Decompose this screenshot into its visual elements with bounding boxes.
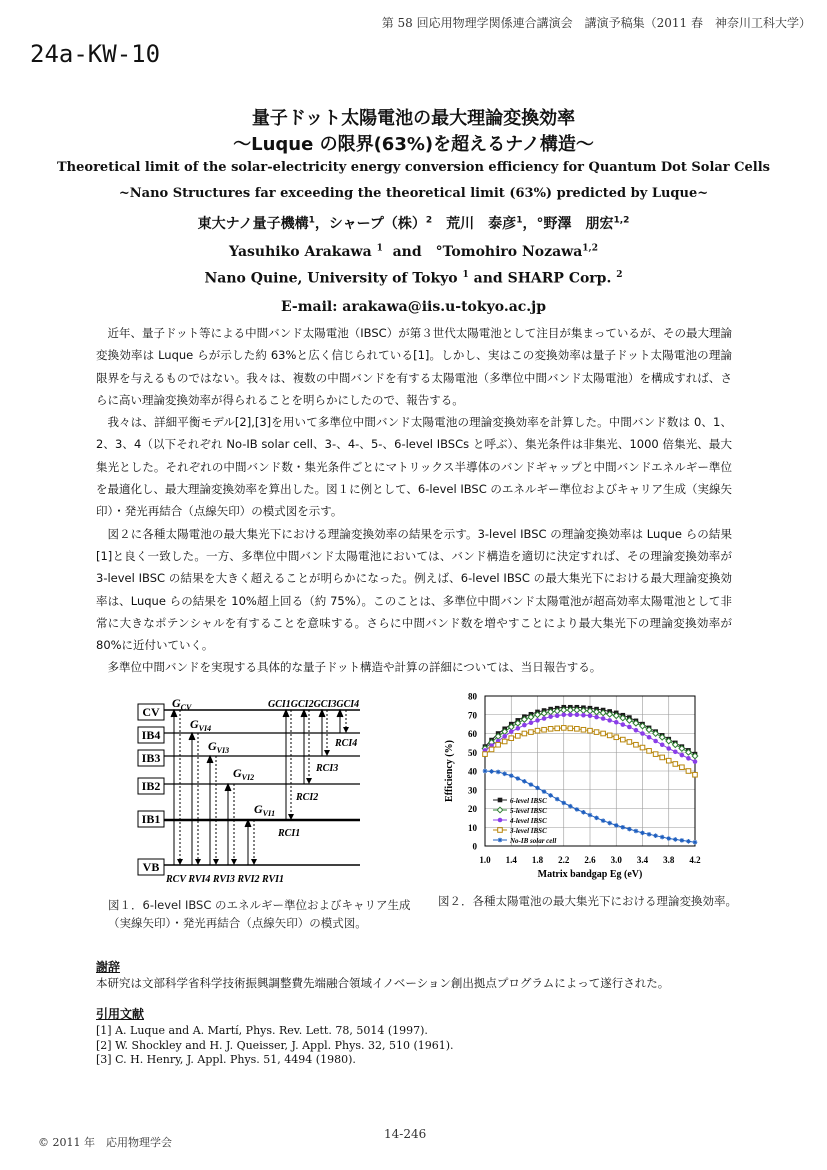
legend-label: 4-level IBSC — [510, 817, 547, 825]
reference-item: [3] C. H. Henry, J. Appl. Phys. 51, 4494 (1980). — [96, 1053, 356, 1066]
data-point — [640, 831, 645, 836]
data-point — [673, 837, 678, 842]
chart-ticks — [468, 692, 701, 866]
data-point — [581, 727, 586, 732]
data-point — [666, 746, 671, 751]
data-point — [522, 723, 527, 728]
paragraph-outlook: 多準位中間バンドを実現する具体的な量子ドット構造や計算の詳細については、当日報告する。 — [107, 660, 602, 675]
data-point — [614, 720, 619, 725]
data-point — [496, 742, 501, 747]
level-ib1: IB1 — [141, 812, 161, 826]
label-r-ci4: RCI4 — [335, 738, 358, 749]
data-point — [680, 838, 685, 843]
data-point — [489, 769, 494, 774]
data-point — [653, 833, 658, 838]
data-point — [647, 832, 652, 837]
chart-ylabel: Efficiency (%) — [444, 740, 455, 802]
data-point — [693, 759, 698, 764]
x-tick-label: 2.6 — [584, 855, 596, 865]
data-point — [594, 730, 599, 735]
data-point — [496, 770, 501, 775]
data-point — [498, 838, 503, 843]
data-point — [542, 727, 547, 732]
data-point — [686, 769, 691, 774]
data-point — [516, 726, 521, 731]
data-point — [607, 718, 612, 723]
references-list — [96, 1024, 454, 1068]
data-point — [607, 733, 612, 738]
data-point — [634, 829, 639, 834]
data-point — [502, 739, 507, 744]
data-point — [693, 772, 698, 777]
data-point — [498, 828, 503, 833]
x-tick-label: 3.8 — [663, 855, 675, 865]
abstract-body — [96, 322, 732, 679]
data-point — [522, 779, 527, 784]
data-point — [509, 736, 514, 741]
data-point — [502, 734, 507, 739]
label-g-ci: GCI1GCI2GCI3GCI4 — [268, 699, 360, 710]
y-tick-label: 10 — [468, 822, 477, 833]
chart-xlabel: Matrix bandgap Eg (eV) — [537, 869, 643, 880]
conference-header: 第 58 回応用物理学関係連合講演会 講演予稿集（2011 春 神奈川工科大学） — [381, 16, 811, 30]
label-g-vi2: $G_{VI2}$ — [233, 766, 255, 782]
y-tick-label: 40 — [468, 766, 477, 777]
data-point — [673, 749, 678, 754]
paragraph-intro: 近年、量子ドット等による中間バンド太陽電池（IBSC）が第３世代太陽電池として注目が集まっているが、その最大理論変換効率は Luque らが示した約 63%と広く信じられている[1]。しかし、実はこの変換効率は量子ドット太陽電池の理論限界を与えるものではない。我々は、複数の中間バンドを有する太陽電池（多準位中間バンド太陽電池）を構成すれば、さらに高い理論変換効率が得られることを明らかにしたので、報告する。 — [96, 326, 732, 407]
legend-label: 5-level IBSC — [510, 807, 547, 815]
data-point — [555, 726, 560, 731]
data-point — [497, 807, 503, 813]
level-cv: CV — [142, 705, 160, 719]
y-tick-label: 50 — [468, 747, 477, 758]
data-point — [601, 716, 606, 721]
data-point — [581, 713, 586, 718]
x-tick-label: 1.0 — [479, 855, 491, 865]
x-tick-label: 1.8 — [531, 855, 544, 865]
label-r-ci3: RCI3 — [316, 763, 339, 774]
data-point — [502, 772, 507, 777]
y-tick-label: 30 — [468, 785, 477, 796]
data-point — [634, 728, 639, 733]
data-point — [498, 818, 503, 823]
data-point — [489, 747, 494, 752]
acknowledgement-text: 本研究は文部科学省科学技術振興調整費先端融合領域イノベーション創出拠点プログラムによって遂行された。 — [96, 976, 670, 990]
authors-english: Yasuhiko Arakawa $^1$ and °Tomohiro Nozawa$^{1,2}$ — [229, 243, 598, 260]
data-point — [516, 776, 521, 781]
footer-page-number: 14-246 — [384, 1127, 427, 1141]
authors-japanese: 東大ナノ量子機構$^1$，シャープ（株）$^2$ 荒川 泰彦$^1$，°野澤 朋宏$^{1,2}$ — [197, 215, 630, 232]
label-r-ci1: RCI1 — [278, 828, 301, 839]
level-ib4: IB4 — [141, 728, 161, 742]
y-tick-label: 0 — [472, 841, 477, 852]
data-point — [686, 756, 691, 761]
title-japanese-line1: 量子ドット太陽電池の最大理論変換効率 — [251, 108, 576, 129]
data-point — [575, 712, 580, 717]
data-point — [548, 727, 553, 732]
data-point — [529, 782, 534, 787]
data-point — [647, 749, 652, 754]
paragraph-results: 図２に各種太陽電池の最大集光下における理論変換効率の結果を示す。3-level IBSC の理論変換効率は Luque らの結果[1]と良く一致した。一方、多準位中間バンド太陽電池においては、バンド構造を適切に決定すれば、その理論変換効率が 3-level IBSC の結果を大きく超えることが明らかになった。例えば、6-level IBSC の最大集光下における最大理論変換効率は、Luque らの結果を 10%超上回る（約 75%）。このことは、多準位中間バンド太陽電池が超高効率太陽電池として非常に大きなポテンシャルを有することを意味する。さらに中間バンド数を増やすことにより最大集光下の理論変換効率が 80%に近付いていく。 — [96, 526, 732, 653]
contact-email[interactable]: E-mail: arakawa@iis.u-tokyo.ac.jp — [280, 299, 547, 315]
data-point — [660, 835, 665, 840]
data-point — [627, 725, 632, 730]
level-ib2: IB2 — [141, 779, 161, 793]
x-tick-label: 3.4 — [636, 855, 649, 865]
data-point — [594, 816, 599, 821]
data-point — [535, 786, 540, 791]
data-point — [568, 712, 573, 717]
figure1-caption: 図１．6-level IBSC のエネルギー準位およびキャリア生成（実線矢印）・発光再結合（点線矢印）の模式図。 — [108, 898, 411, 930]
x-tick-label: 1.4 — [505, 855, 517, 865]
data-point — [588, 813, 593, 818]
footer-copyright: © 2011 年 応用物理学会 — [38, 1136, 172, 1149]
legend-label: No-IB solar cell — [510, 837, 557, 845]
data-point — [516, 734, 521, 739]
data-point — [601, 731, 606, 736]
x-tick-label: 3.0 — [610, 855, 622, 865]
x-tick-label: 2.2 — [558, 855, 570, 865]
level-vb: VB — [142, 860, 160, 874]
data-point — [640, 745, 645, 750]
label-r-bottom: RCV RVI4 RVI3 RVI2 RVI1 — [166, 874, 285, 885]
reference-item: [2] W. Shockley and H. J. Queisser, J. Appl. Phys. 32, 510 (1961). — [96, 1038, 454, 1052]
data-point — [673, 762, 678, 767]
data-point — [614, 735, 619, 740]
data-point — [535, 728, 540, 733]
data-point — [568, 726, 573, 731]
data-point — [509, 773, 514, 778]
data-point — [483, 752, 488, 757]
legend-label: 6-level IBSC — [510, 797, 547, 805]
data-point — [529, 730, 534, 735]
chart-legend — [493, 797, 556, 845]
data-point — [588, 713, 593, 718]
data-point — [535, 718, 540, 723]
data-point — [522, 731, 527, 736]
legend-label: 3-level IBSC — [510, 827, 547, 835]
data-point — [680, 765, 685, 770]
data-point — [483, 769, 488, 774]
data-point — [693, 840, 698, 845]
data-point — [621, 737, 626, 742]
data-point — [588, 728, 593, 733]
data-point — [607, 821, 612, 826]
data-point — [575, 807, 580, 812]
abstract-id: 24a-KW-10 — [30, 40, 161, 68]
label-g-vi1: $G_{VI1}$ — [254, 802, 276, 818]
data-point — [614, 823, 619, 828]
label-r-ci2: RCI2 — [296, 792, 319, 803]
figure2-caption: 図２．各種太陽電池の最大集光下における理論変換効率。 — [438, 894, 737, 908]
data-point — [627, 740, 632, 745]
data-point — [594, 715, 599, 720]
data-point — [561, 726, 566, 731]
energy-level-diagram — [130, 690, 410, 890]
data-point — [581, 810, 586, 815]
data-point — [621, 722, 626, 727]
data-point — [568, 804, 573, 809]
y-tick-label: 70 — [468, 710, 477, 721]
title-english-line2: ~Nano Structures far exceeding the theoretical limit (63%) predicted by Luque~ — [118, 186, 709, 201]
label-g-vi3: $G_{VI3}$ — [208, 739, 230, 755]
affiliation: Nano Quine, University of Tokyo $^1$ and SHARP Corp. $^2$ — [204, 270, 623, 287]
data-point — [548, 793, 553, 798]
data-point — [548, 714, 553, 719]
data-point — [666, 758, 671, 763]
data-point — [555, 713, 560, 718]
data-point — [542, 716, 547, 721]
title-english-line1: Theoretical limit of the solar-electricity energy conversion efficiency for Quantum Dot Solar Cells — [57, 160, 770, 175]
data-point — [634, 742, 639, 747]
data-point — [660, 742, 665, 747]
data-point — [601, 818, 606, 823]
paragraph-method: 我々は、詳細平衡モデル[2],[3]を用いて多準位中間バンド太陽電池の理論変換効率を計算した。中間バンド数は 0、1、2、3、4（以下それぞれ No-IB solar cell、3-、4-、5-、6-level IBSCs と呼ぶ）、集光条件は非集光、1000 倍集光、最大集光とした。それぞれの中間バンド数・集光条件ごとにマトリックス半導体のバンドギャップと中間バンドエネルギー準位を最適化し、最大理論変換効率を算出した。図１に例として、6-level IBSC のエネルギー準位およびキャリア生成（実線矢印）・発光再結合（点線矢印）の模式図を示す。 — [96, 415, 732, 519]
data-point — [621, 825, 626, 830]
label-g-vi4: $G_{VI4}$ — [190, 717, 212, 733]
y-tick-label: 20 — [468, 804, 477, 814]
data-point — [660, 755, 665, 760]
data-point — [561, 712, 566, 717]
data-point — [529, 720, 534, 725]
data-point — [498, 798, 503, 803]
acknowledgement-heading: 謝辞 — [96, 960, 121, 974]
label-g-cv: $G_{CV}$ — [172, 696, 192, 712]
data-point — [561, 801, 566, 806]
data-point — [640, 731, 645, 736]
data-point — [666, 836, 671, 841]
data-point — [627, 827, 632, 832]
efficiency-chart — [440, 688, 720, 888]
data-point — [509, 729, 514, 734]
data-point — [647, 735, 652, 740]
data-point — [653, 752, 658, 757]
title-japanese-line2: 〜Luque の限界(63%)を超えるナノ構造〜 — [233, 134, 594, 155]
data-point — [680, 753, 685, 758]
data-point — [686, 839, 691, 844]
data-point — [653, 739, 658, 744]
data-point — [555, 797, 560, 802]
reference-item: [1] A. Luque and A. Martí, Phys. Rev. Lett. 78, 5014 (1997). — [96, 1024, 428, 1037]
data-point — [575, 727, 580, 732]
references-heading: 引用文献 — [96, 1007, 145, 1021]
x-tick-label: 4.2 — [689, 855, 701, 865]
level-ib3: IB3 — [141, 751, 161, 765]
y-tick-label: 60 — [468, 729, 477, 739]
y-tick-label: 80 — [468, 691, 477, 702]
data-point — [542, 789, 547, 794]
